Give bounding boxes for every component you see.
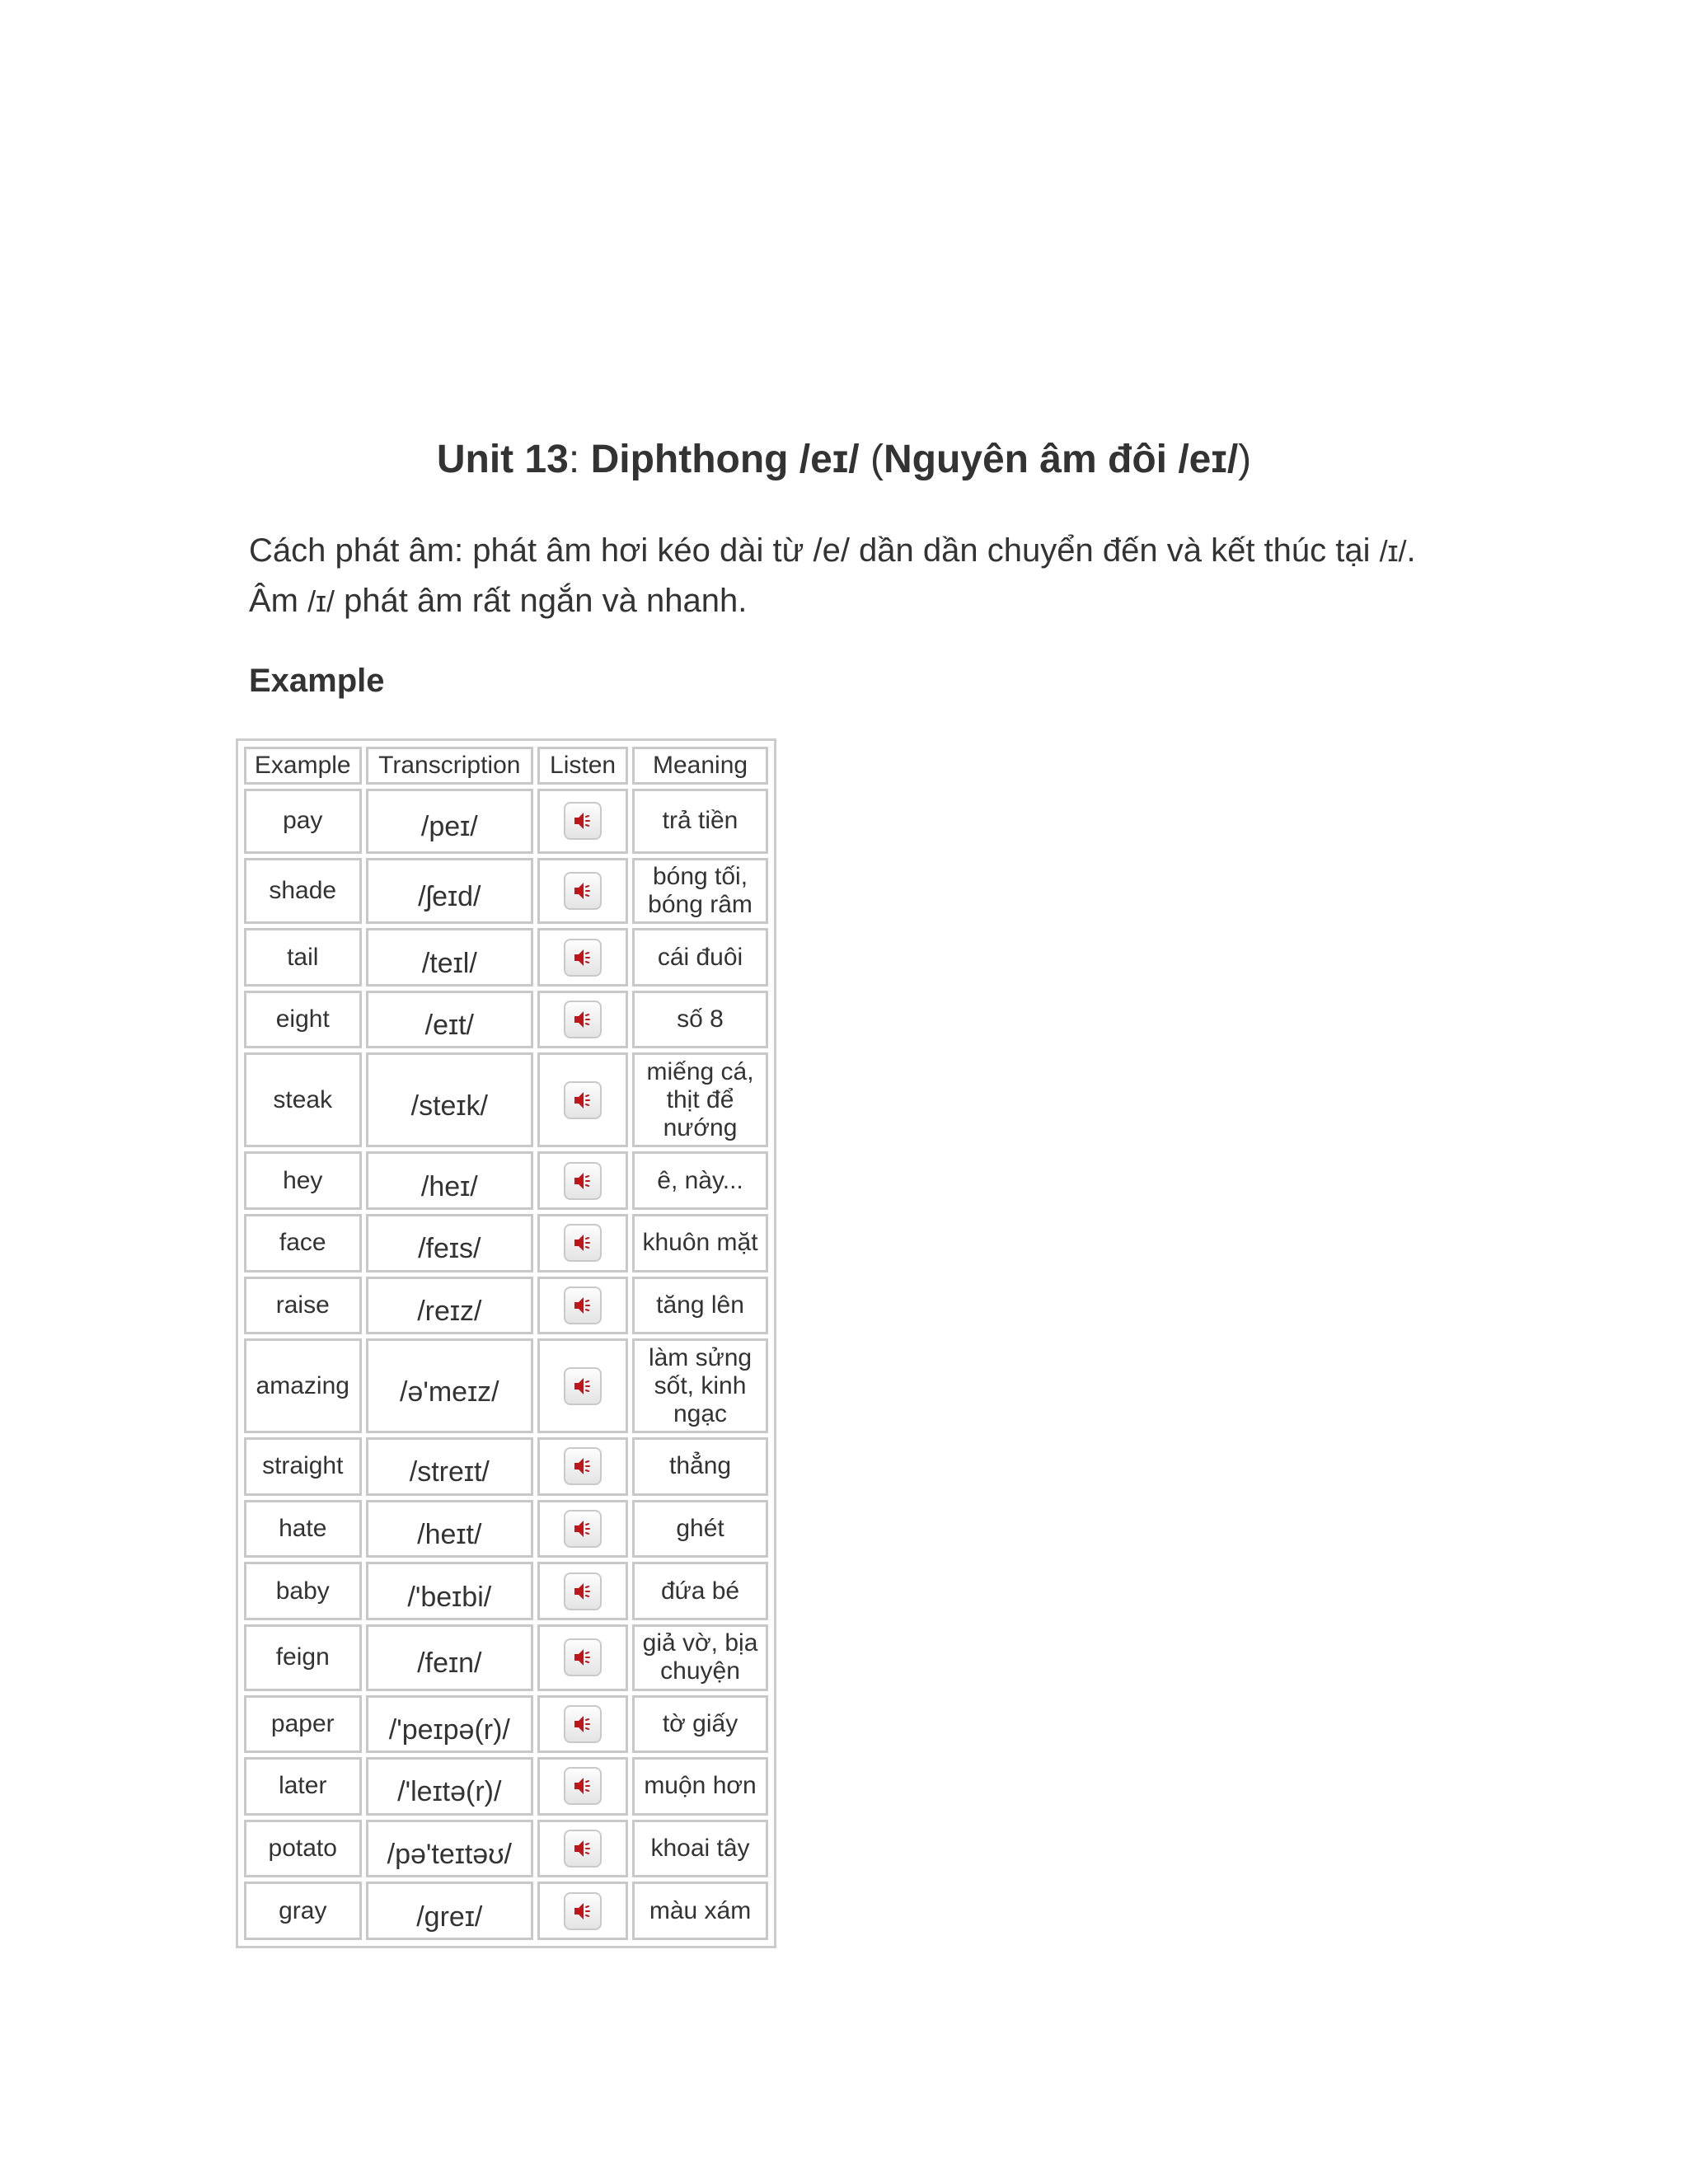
meaning-text: làm sửng bbox=[648, 1343, 753, 1371]
example-word: face bbox=[279, 1229, 326, 1257]
cell-example-word bbox=[244, 1882, 362, 1940]
cell-meaning bbox=[632, 1277, 768, 1335]
meaning-text: màu xám bbox=[649, 1896, 752, 1924]
section-heading-example: Example bbox=[249, 663, 385, 699]
cell-listen bbox=[537, 1882, 628, 1940]
cell-meaning bbox=[632, 1052, 768, 1147]
example-table bbox=[240, 743, 772, 1944]
table-row bbox=[244, 928, 768, 987]
cell-transcription bbox=[366, 1151, 534, 1210]
cell-listen bbox=[537, 1820, 628, 1878]
transcription-text: /greɪ/ bbox=[416, 1900, 483, 1933]
speaker-icon bbox=[570, 1579, 595, 1604]
listen-button[interactable] bbox=[564, 1767, 602, 1805]
cell-example-word bbox=[244, 1338, 362, 1433]
cell-example-word bbox=[244, 858, 362, 925]
header-transcription: Transcription bbox=[366, 747, 534, 785]
cell-transcription bbox=[366, 1437, 534, 1496]
cell-transcription bbox=[366, 1624, 534, 1691]
cell-meaning bbox=[632, 1151, 768, 1210]
cell-transcription bbox=[366, 1214, 534, 1272]
example-word: feign bbox=[275, 1643, 330, 1671]
table-header-row bbox=[244, 747, 768, 785]
cell-transcription bbox=[366, 1052, 534, 1147]
cell-transcription bbox=[366, 789, 534, 854]
cell-listen bbox=[537, 1437, 628, 1496]
cell-meaning bbox=[632, 928, 768, 987]
speaker-icon bbox=[570, 1454, 595, 1479]
speaker-icon bbox=[570, 1516, 595, 1541]
cell-example-word bbox=[244, 1820, 362, 1878]
cell-meaning bbox=[632, 1338, 768, 1433]
cell-example-word bbox=[244, 1562, 362, 1620]
cell-example-word bbox=[244, 1151, 362, 1210]
table-row bbox=[244, 1338, 768, 1433]
cell-listen bbox=[537, 1214, 628, 1272]
listen-button[interactable] bbox=[564, 1081, 602, 1119]
speaker-icon bbox=[570, 1007, 595, 1032]
example-word: gray bbox=[279, 1896, 327, 1924]
table-row bbox=[244, 1214, 768, 1272]
transcription-text: /teɪl/ bbox=[421, 947, 477, 979]
table-row bbox=[244, 789, 768, 854]
transcription-text: /reɪz/ bbox=[417, 1295, 482, 1327]
listen-button[interactable] bbox=[564, 1572, 602, 1610]
cell-listen bbox=[537, 858, 628, 925]
table-row bbox=[244, 1052, 768, 1147]
speaker-icon bbox=[570, 1836, 595, 1861]
cell-listen bbox=[537, 1338, 628, 1433]
cell-meaning bbox=[632, 1214, 768, 1272]
speaker-icon bbox=[570, 1230, 595, 1255]
transcription-text: /steɪk/ bbox=[410, 1090, 488, 1122]
cell-example-word bbox=[244, 789, 362, 854]
listen-button[interactable] bbox=[564, 1286, 602, 1324]
example-word: paper bbox=[270, 1709, 335, 1737]
cell-example-word bbox=[244, 1437, 362, 1496]
table-row bbox=[244, 1624, 768, 1691]
meaning-text: nướng bbox=[663, 1113, 738, 1141]
transcription-text: /feɪn/ bbox=[417, 1647, 482, 1680]
meaning-text: ngạc bbox=[673, 1399, 728, 1427]
cell-meaning bbox=[632, 991, 768, 1049]
example-word: potato bbox=[268, 1834, 337, 1862]
transcription-text: /'leɪtə(r)/ bbox=[397, 1776, 502, 1808]
cell-example-word bbox=[244, 1695, 362, 1754]
cell-meaning bbox=[632, 1624, 768, 1691]
header-example: Example bbox=[244, 747, 362, 785]
listen-button[interactable] bbox=[564, 939, 602, 977]
intro-line2-text: phát âm rất ngắn và nhanh. bbox=[334, 583, 748, 619]
listen-button[interactable] bbox=[564, 1510, 602, 1548]
listen-button[interactable] bbox=[564, 802, 602, 840]
meaning-text: tăng lên bbox=[656, 1291, 744, 1319]
cell-meaning bbox=[632, 1437, 768, 1496]
transcription-text: /heɪ/ bbox=[420, 1170, 478, 1202]
listen-button[interactable] bbox=[564, 1001, 602, 1038]
cell-example-word bbox=[244, 1277, 362, 1335]
cell-example-word bbox=[244, 1214, 362, 1272]
cell-listen bbox=[537, 1500, 628, 1558]
cell-meaning bbox=[632, 789, 768, 854]
table-row bbox=[244, 1500, 768, 1558]
listen-button[interactable] bbox=[564, 1447, 602, 1485]
example-word: shade bbox=[269, 876, 337, 904]
cell-meaning bbox=[632, 1882, 768, 1940]
cell-listen bbox=[537, 1562, 628, 1620]
cell-transcription bbox=[366, 1277, 534, 1335]
pronunciation-description bbox=[249, 526, 1650, 626]
intro-line1-end: . bbox=[1406, 532, 1416, 569]
listen-button[interactable] bbox=[564, 1224, 602, 1262]
page-title bbox=[0, 430, 1688, 490]
example-word: straight bbox=[262, 1452, 344, 1480]
speaker-icon bbox=[570, 1712, 595, 1736]
meaning-text: số 8 bbox=[677, 1005, 724, 1033]
transcription-text: /feɪs/ bbox=[418, 1233, 481, 1265]
unit-label: Unit 13 bbox=[436, 438, 569, 481]
cell-listen bbox=[537, 1624, 628, 1691]
cell-meaning bbox=[632, 1562, 768, 1620]
cell-listen bbox=[537, 928, 628, 987]
meaning-text: thẳng bbox=[668, 1452, 732, 1480]
listen-button[interactable] bbox=[564, 872, 602, 910]
table-row bbox=[244, 1882, 768, 1940]
cell-example-word bbox=[244, 1624, 362, 1691]
transcription-text: /'beɪbi/ bbox=[407, 1581, 492, 1613]
example-word: baby bbox=[275, 1577, 330, 1605]
cell-transcription bbox=[366, 1695, 534, 1754]
header-meaning: Meaning bbox=[632, 747, 768, 785]
speaker-icon bbox=[570, 1293, 595, 1318]
meaning-text: giả vờ, bịa bbox=[642, 1629, 758, 1657]
cell-meaning bbox=[632, 1500, 768, 1558]
meaning-text: bóng tối, bbox=[652, 862, 748, 890]
speaker-icon bbox=[570, 808, 595, 833]
title-main: Diphthong /eɪ/ bbox=[590, 438, 860, 481]
speaker-icon bbox=[570, 1169, 595, 1193]
cell-listen bbox=[537, 1757, 628, 1816]
listen-button[interactable] bbox=[564, 1162, 602, 1200]
listen-button[interactable] bbox=[564, 1830, 602, 1868]
transcription-text: /pə'teɪtəʊ/ bbox=[387, 1838, 512, 1870]
table-row bbox=[244, 991, 768, 1049]
example-word: hey bbox=[283, 1166, 323, 1194]
example-word: hate bbox=[279, 1514, 327, 1542]
meaning-text: thịt để bbox=[666, 1085, 734, 1113]
cell-listen bbox=[537, 1151, 628, 1210]
speaker-icon bbox=[570, 1088, 595, 1113]
cell-transcription bbox=[366, 1820, 534, 1878]
transcription-text: /eɪt/ bbox=[424, 1010, 474, 1042]
meaning-text: khuôn mặt bbox=[642, 1229, 758, 1257]
example-word: steak bbox=[273, 1085, 333, 1113]
cell-listen bbox=[537, 1695, 628, 1754]
meaning-text: bóng râm bbox=[648, 890, 753, 918]
transcription-text: /ə'meɪz/ bbox=[399, 1376, 499, 1408]
table-row bbox=[244, 1277, 768, 1335]
listen-button[interactable] bbox=[564, 1892, 602, 1930]
cell-transcription bbox=[366, 1338, 534, 1433]
cell-transcription bbox=[366, 1882, 534, 1940]
table-row bbox=[244, 1695, 768, 1754]
cell-listen bbox=[537, 789, 628, 854]
cell-example-word bbox=[244, 1757, 362, 1816]
example-word: later bbox=[279, 1772, 327, 1800]
table-row bbox=[244, 1757, 768, 1816]
example-word: tail bbox=[287, 943, 319, 971]
header-listen: Listen bbox=[537, 747, 628, 785]
intro-line2-ipa: /ɪ/ bbox=[307, 584, 335, 618]
cell-meaning bbox=[632, 1757, 768, 1816]
cell-example-word bbox=[244, 991, 362, 1049]
speaker-icon bbox=[570, 1774, 595, 1798]
cell-listen bbox=[537, 1277, 628, 1335]
cell-meaning bbox=[632, 1820, 768, 1878]
transcription-text: /'peɪpə(r)/ bbox=[388, 1713, 510, 1746]
cell-transcription bbox=[366, 1562, 534, 1620]
cell-transcription bbox=[366, 1500, 534, 1558]
example-word: amazing bbox=[256, 1371, 349, 1399]
speaker-icon bbox=[570, 1899, 595, 1924]
cell-example-word bbox=[244, 928, 362, 987]
example-word: pay bbox=[283, 807, 323, 835]
meaning-text: trả tiền bbox=[662, 807, 738, 835]
example-word: eight bbox=[275, 1005, 330, 1033]
cell-meaning bbox=[632, 858, 768, 925]
meaning-text: ê, này... bbox=[657, 1166, 743, 1194]
table-row bbox=[244, 1562, 768, 1620]
meaning-text: chuyện bbox=[660, 1657, 740, 1685]
listen-button[interactable] bbox=[564, 1705, 602, 1743]
meaning-text: cái đuôi bbox=[657, 943, 743, 971]
transcription-text: /ʃeɪd/ bbox=[418, 880, 481, 912]
meaning-text: tờ giấy bbox=[662, 1709, 738, 1737]
meaning-text: miếng cá, bbox=[646, 1057, 754, 1085]
meaning-text: khoai tây bbox=[650, 1834, 750, 1862]
speaker-icon bbox=[570, 1645, 595, 1670]
meaning-text: đứa bé bbox=[660, 1577, 740, 1605]
meaning-text: ghét bbox=[676, 1514, 724, 1542]
intro-line1-ipa: /ɪ/ bbox=[1379, 534, 1407, 568]
cell-transcription bbox=[366, 991, 534, 1049]
title-paren-open: ( bbox=[870, 438, 884, 481]
cell-listen bbox=[537, 1052, 628, 1147]
cell-example-word bbox=[244, 1500, 362, 1558]
speaker-icon bbox=[570, 1374, 595, 1399]
listen-button[interactable] bbox=[564, 1367, 602, 1405]
speaker-icon bbox=[570, 879, 595, 903]
table-row bbox=[244, 1820, 768, 1878]
cell-meaning bbox=[632, 1695, 768, 1754]
transcription-text: /heɪt/ bbox=[417, 1518, 482, 1550]
intro-line1-text: Cách phát âm: phát âm hơi kéo dài từ /e/ dần dần chuyển đến và kết thúc tại bbox=[249, 532, 1380, 569]
cell-transcription bbox=[366, 928, 534, 987]
cell-transcription bbox=[366, 1757, 534, 1816]
intro-line2-start: Âm bbox=[249, 583, 308, 619]
title-paren-close: ) bbox=[1238, 438, 1252, 481]
transcription-text: /peɪ/ bbox=[420, 811, 478, 843]
cell-transcription bbox=[366, 858, 534, 925]
table-body bbox=[244, 789, 768, 1940]
title-separator: : bbox=[568, 438, 580, 481]
listen-button[interactable] bbox=[564, 1638, 602, 1676]
example-word: raise bbox=[275, 1291, 330, 1319]
cell-listen bbox=[537, 991, 628, 1049]
table-row bbox=[244, 1151, 768, 1210]
cell-example-word bbox=[244, 1052, 362, 1147]
meaning-text: muộn hơn bbox=[644, 1772, 757, 1800]
table-row bbox=[244, 1437, 768, 1496]
example-table-frame bbox=[236, 738, 776, 1948]
transcription-text: /streɪt/ bbox=[409, 1456, 490, 1488]
meaning-text: sốt, kinh bbox=[654, 1371, 747, 1399]
title-vietnamese: Nguyên âm đôi /eɪ/ bbox=[883, 438, 1239, 481]
table-row bbox=[244, 858, 768, 925]
speaker-icon bbox=[570, 945, 595, 970]
